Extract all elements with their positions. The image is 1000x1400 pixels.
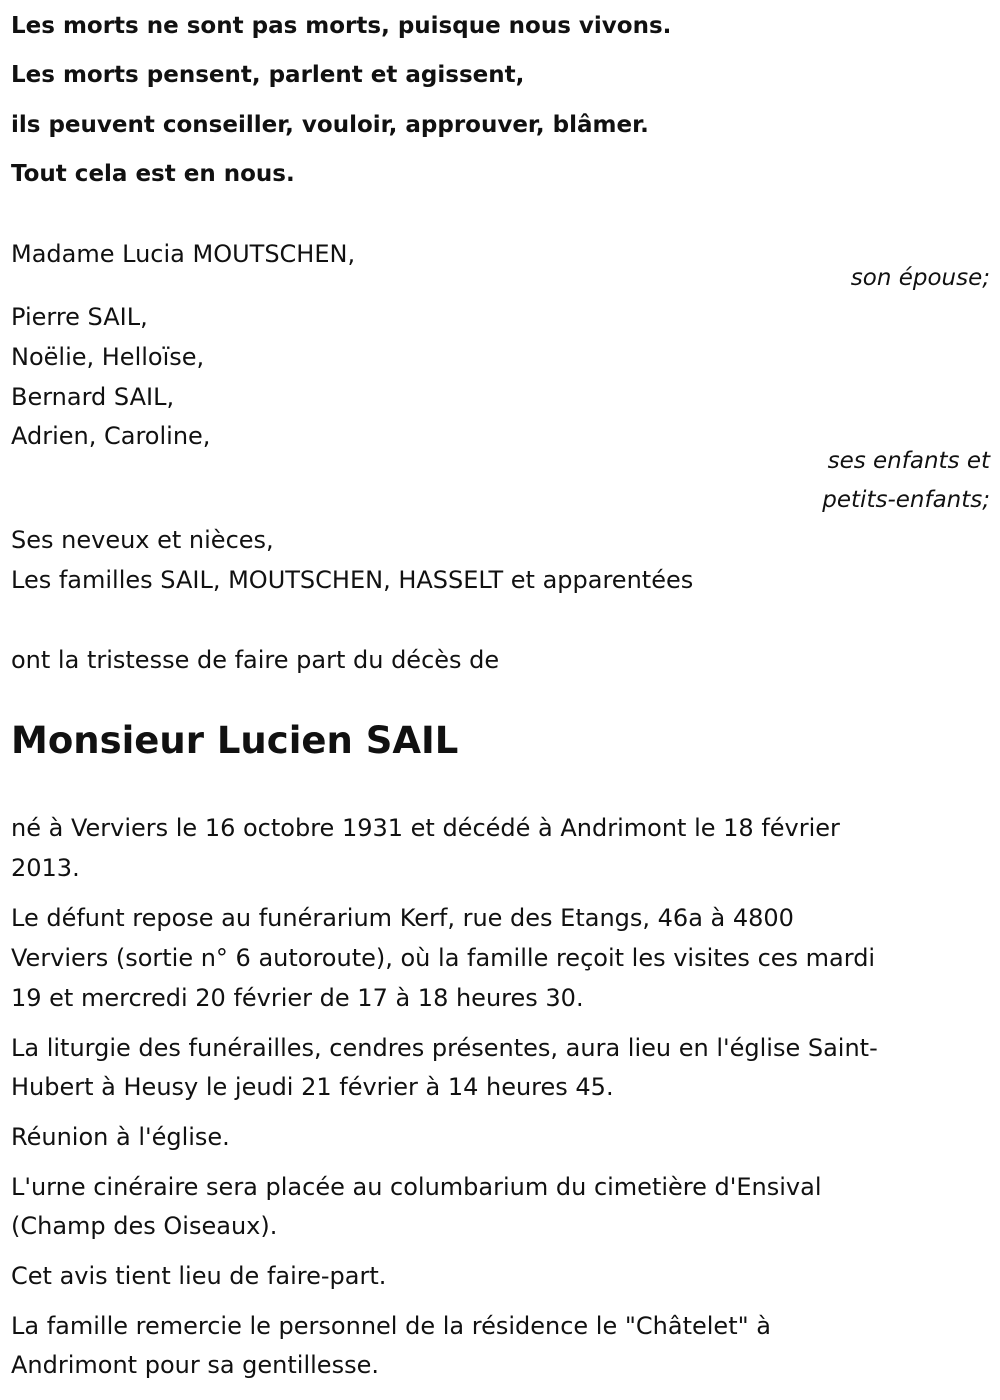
spouse-name: Madame Lucia MOUTSCHEN, [11,240,356,268]
children-role: ses enfants et [827,448,990,474]
poem-line: Tout cela est en nous. [11,161,295,187]
paragraph-line: né à Verviers le 16 octobre 1931 et décédé à Andrimont le 18 février [11,814,840,842]
relatives-line: Les familles SAIL, MOUTSCHEN, HASSELT et apparentées [11,566,694,594]
spouse-role: son épouse; [850,265,990,291]
paragraph-line: Andrimont pour sa gentillesse. [11,1351,379,1379]
paragraph-line: 19 et mercredi 20 février de 17 à 18 heures 30. [11,984,584,1012]
child-name: Adrien, Caroline, [11,422,211,450]
paragraph-line: La liturgie des funérailles, cendres présentes, aura lieu en l'église Saint- [11,1034,878,1062]
paragraph-line: Hubert à Heusy le jeudi 21 février à 14 heures 45. [11,1073,614,1101]
deceased-name: Monsieur Lucien SAIL [11,719,459,762]
paragraph-line: Verviers (sortie n° 6 autoroute), où la famille reçoit les visites ces mardi [11,944,876,972]
child-name: Pierre SAIL, [11,303,148,331]
paragraph-line: (Champ des Oiseaux). [11,1212,278,1240]
child-name: Bernard SAIL, [11,383,175,411]
announcement-text: ont la tristesse de faire part du décès de [11,646,500,674]
poem-line: Les morts ne sont pas morts, puisque nous vivons. [11,13,672,39]
paragraph-line: Cet avis tient lieu de faire-part. [11,1262,387,1290]
poem-line: Les morts pensent, parlent et agissent, [11,62,525,88]
paragraph-line: La famille remercie le personnel de la résidence le "Châtelet" à [11,1312,771,1340]
poem-line: ils peuvent conseiller, vouloir, approuver, blâmer. [11,112,649,138]
paragraph-line: Le défunt repose au funérarium Kerf, rue des Etangs, 46a à 4800 [11,904,794,932]
paragraph-line: Réunion à l'église. [11,1123,230,1151]
paragraph-line: 2013. [11,854,80,882]
children-role: petits-enfants; [822,487,990,513]
child-name: Noëlie, Helloïse, [11,343,205,371]
paragraph-line: L'urne cinéraire sera placée au columbarium du cimetière d'Ensival [11,1173,822,1201]
relatives-line: Ses neveux et nièces, [11,526,274,554]
